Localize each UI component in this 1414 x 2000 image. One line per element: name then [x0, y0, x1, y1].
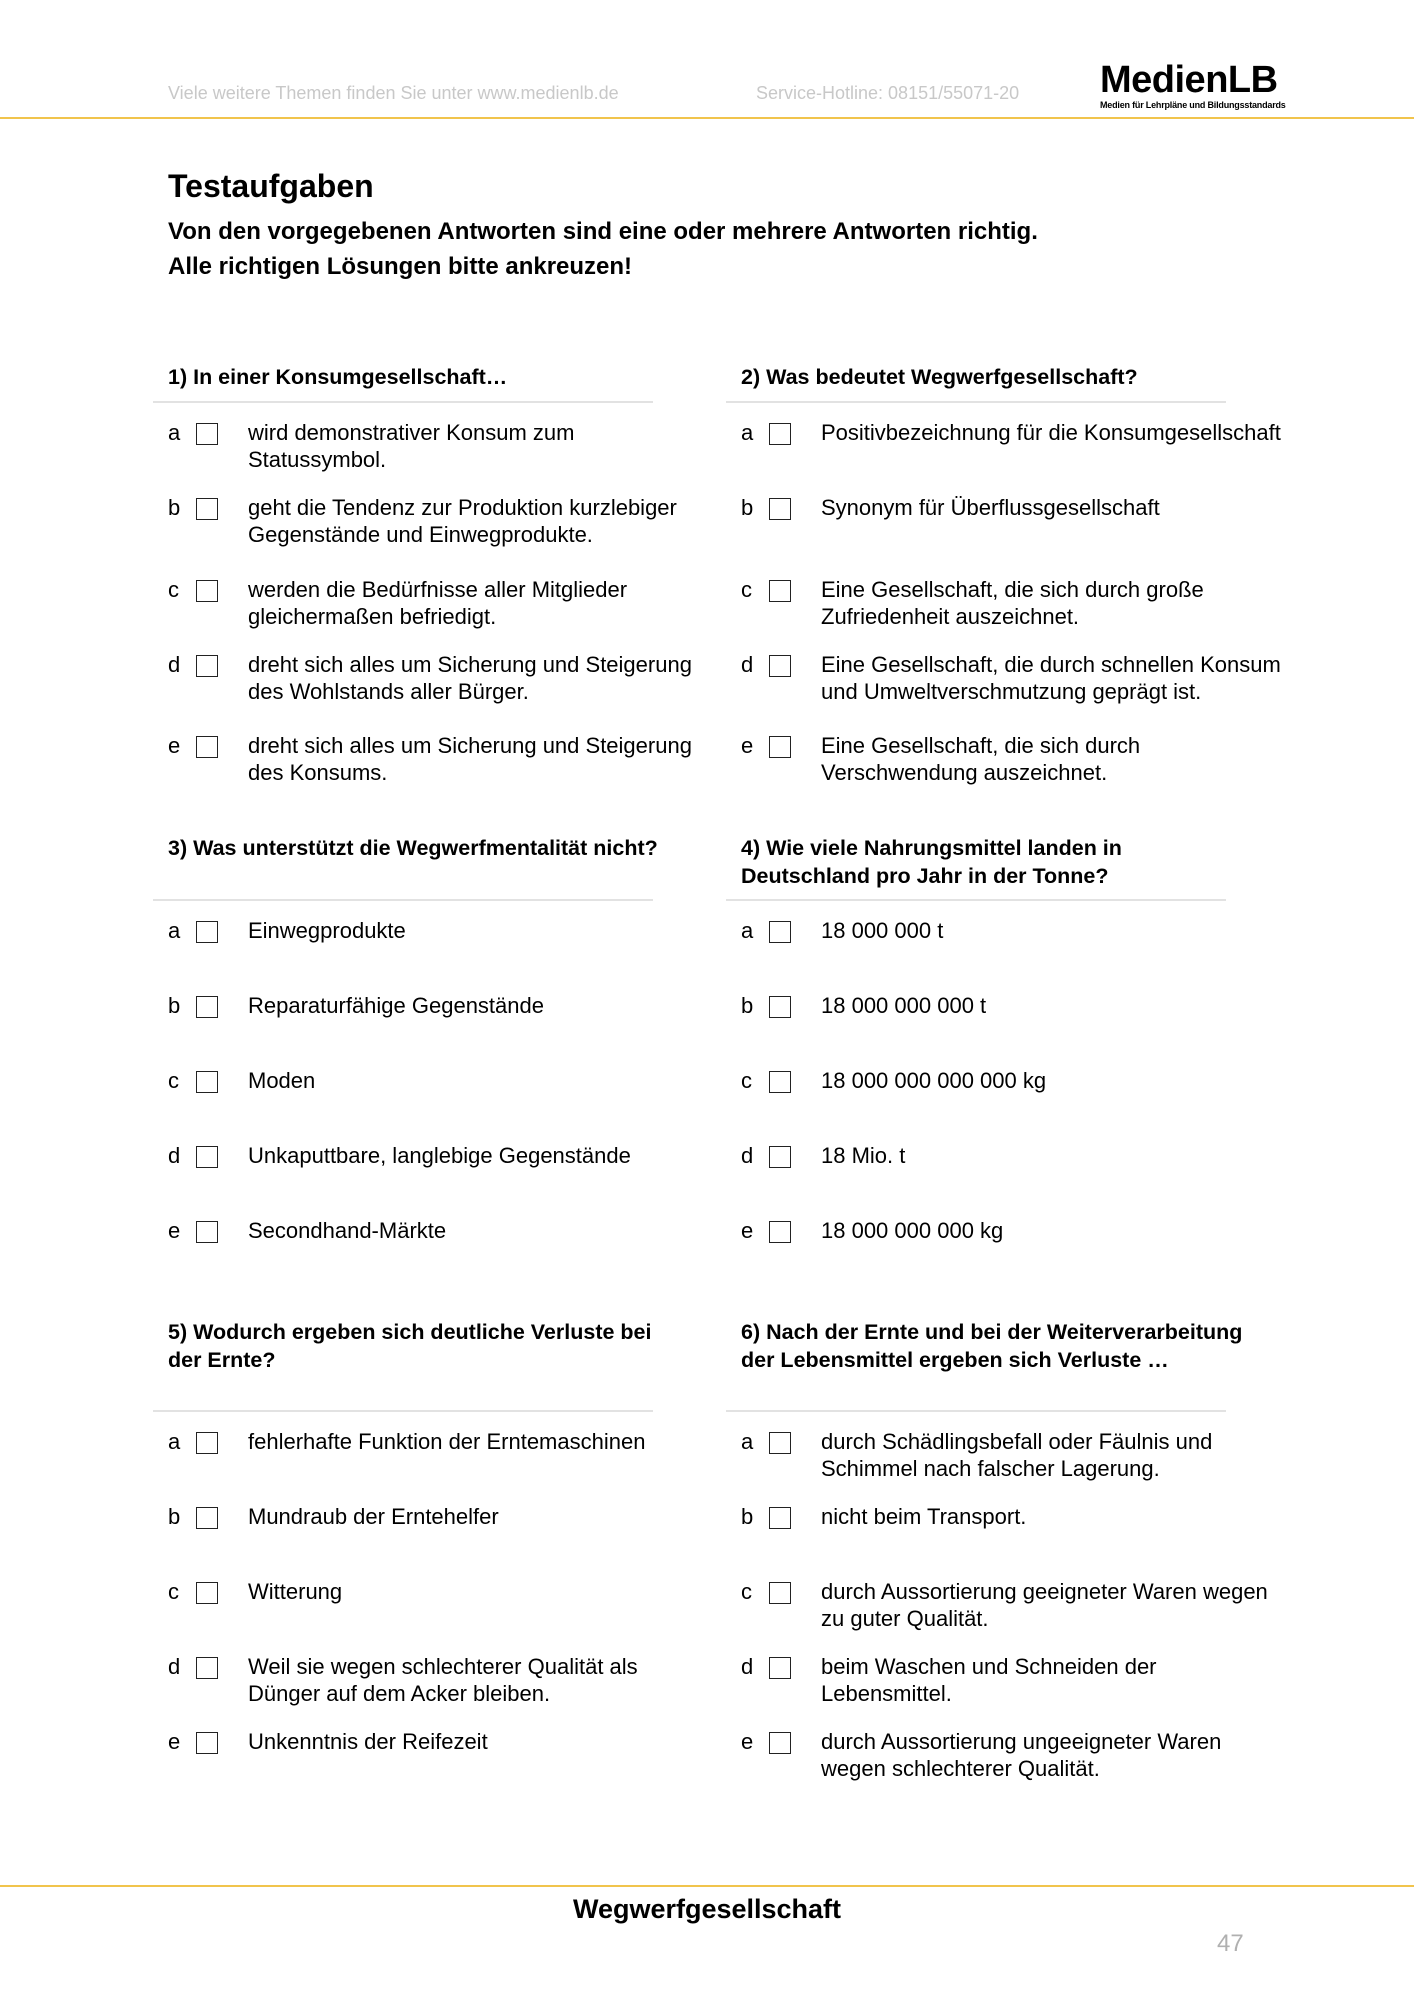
- option-text: Witterung: [248, 1579, 343, 1604]
- option-text: fehlerhafte Funktion der Erntemaschinen: [248, 1429, 646, 1454]
- answer-checkbox[interactable]: [769, 423, 791, 445]
- answer-checkbox[interactable]: [769, 921, 791, 943]
- answer-option-d: [741, 651, 1301, 711]
- answer-checkbox[interactable]: [196, 1657, 218, 1679]
- answer-checkbox[interactable]: [769, 580, 791, 602]
- option-letter: c: [168, 1579, 179, 1604]
- option-letter: e: [168, 733, 181, 758]
- page-title: Testaufgaben: [168, 168, 374, 204]
- answer-checkbox[interactable]: [769, 1507, 791, 1529]
- option-text: durch Aussortierung ungeeigneter Waren wegen schlechterer Qualität.: [821, 1729, 1222, 1781]
- option-letter: e: [168, 1729, 181, 1754]
- answer-option-e: [741, 1217, 1301, 1277]
- answer-option-e: [168, 1217, 728, 1277]
- option-text: wird demonstrativer Konsum zum Statussymbol.: [248, 420, 575, 472]
- header-divider: [0, 117, 1414, 119]
- option-letter: e: [741, 1729, 754, 1754]
- answer-checkbox[interactable]: [196, 1146, 218, 1168]
- option-letter: c: [741, 1579, 752, 1604]
- logo-tagline: Medien für Lehrpläne und Bildungsstandards: [1100, 100, 1286, 110]
- hotline-text: Service-Hotline: 08151/55071-20: [756, 83, 1020, 103]
- option-text: 18 000 000 000 000 kg: [821, 1068, 1047, 1093]
- answer-checkbox[interactable]: [769, 1657, 791, 1679]
- answer-checkbox[interactable]: [196, 1071, 218, 1093]
- answer-option-b: [168, 494, 728, 554]
- answer-option-c: [741, 1578, 1301, 1638]
- option-letter: a: [168, 420, 181, 445]
- answer-option-c: [741, 1067, 1301, 1127]
- answer-option-b: [741, 1503, 1301, 1563]
- answer-option-b: [741, 494, 1301, 554]
- answer-option-c: [168, 576, 728, 636]
- question-divider: [153, 899, 653, 901]
- answer-checkbox[interactable]: [196, 580, 218, 602]
- answer-option-a: [168, 1428, 728, 1488]
- answer-checkbox[interactable]: [196, 1432, 218, 1454]
- option-text: Moden: [248, 1068, 316, 1093]
- option-text: Reparaturfähige Gegenstände: [248, 993, 544, 1018]
- answer-option-a: [168, 917, 728, 977]
- option-text: 18 000 000 t: [821, 918, 944, 943]
- answer-option-d: [741, 1142, 1301, 1202]
- question-divider: [726, 1410, 1226, 1412]
- answer-checkbox[interactable]: [196, 1507, 218, 1529]
- answer-checkbox[interactable]: [769, 1146, 791, 1168]
- option-letter: e: [741, 1218, 754, 1243]
- answer-option-a: [168, 419, 728, 479]
- answer-checkbox[interactable]: [769, 1071, 791, 1093]
- page-header: [0, 0, 1414, 120]
- answer-checkbox[interactable]: [769, 1582, 791, 1604]
- footer-topic: Wegwerfgesellschaft: [572, 1894, 842, 1924]
- instruction-line: Von den vorgegebenen Antworten sind eine oder mehrere Antworten richtig.: [168, 218, 1038, 245]
- website-text: Viele weitere Themen finden Sie unter www.medienlb.de: [168, 83, 619, 103]
- option-text: 18 000 000 000 t: [821, 993, 987, 1018]
- answer-option-c: [168, 1067, 728, 1127]
- answer-option-b: [168, 1503, 728, 1563]
- question-title: 6) Nach der Ernte und bei der Weiterverarbeitung der Lebensmittel ergeben sich Verluste …: [741, 1320, 1243, 1372]
- option-text: Mundraub der Erntehelfer: [248, 1504, 499, 1529]
- option-letter: d: [741, 1654, 754, 1679]
- option-letter: b: [741, 495, 754, 520]
- option-text: Unkenntnis der Reifezeit: [248, 1729, 488, 1754]
- option-letter: c: [741, 1068, 752, 1093]
- answer-option-c: [168, 1578, 728, 1638]
- option-letter: e: [741, 733, 754, 758]
- footer-divider: [0, 1885, 1414, 1887]
- instructions: [168, 214, 1038, 284]
- answer-checkbox[interactable]: [196, 655, 218, 677]
- option-letter: b: [741, 993, 754, 1018]
- option-text: Unkaputtbare, langlebige Gegenstände: [248, 1143, 631, 1168]
- option-text: geht die Tendenz zur Produktion kurzlebiger Gegenstände und Einwegprodukte.: [248, 495, 677, 547]
- option-text: 18 Mio. t: [821, 1143, 906, 1168]
- option-text: dreht sich alles um Sicherung und Steigerung des Wohlstands aller Bürger.: [248, 652, 692, 704]
- option-letter: b: [168, 993, 181, 1018]
- option-text: Eine Gesellschaft, die sich durch große Zufriedenheit auszeichnet.: [821, 577, 1204, 629]
- option-letter: d: [168, 1143, 181, 1168]
- answer-checkbox[interactable]: [196, 996, 218, 1018]
- option-letter: d: [741, 1143, 754, 1168]
- option-letter: a: [741, 1429, 754, 1454]
- answer-option-b: [741, 992, 1301, 1052]
- logo-wordmark: MedienLB: [1100, 59, 1278, 101]
- option-text: Weil sie wegen schlechterer Qualität als Dünger auf dem Acker bleiben.: [248, 1654, 638, 1706]
- answer-option-a: [741, 1428, 1301, 1488]
- answer-option-d: [168, 1653, 728, 1713]
- question-title: 2) Was bedeutet Wegwerfgesellschaft?: [741, 365, 1138, 389]
- option-letter: d: [168, 652, 181, 677]
- answer-checkbox[interactable]: [769, 498, 791, 520]
- question-title: 1) In einer Konsumgesellschaft…: [168, 365, 508, 389]
- answer-checkbox[interactable]: [196, 1732, 218, 1754]
- answer-option-d: [168, 651, 728, 711]
- answer-checkbox[interactable]: [196, 1221, 218, 1243]
- question-divider: [726, 401, 1226, 403]
- option-letter: b: [168, 1504, 181, 1529]
- option-text: durch Schädlingsbefall oder Fäulnis und Schimmel nach falscher Lagerung.: [821, 1429, 1213, 1481]
- answer-option-e: [168, 1728, 728, 1788]
- answer-checkbox[interactable]: [769, 1432, 791, 1454]
- question-title: 4) Wie viele Nahrungsmittel landen in Deutschland pro Jahr in der Tonne?: [741, 836, 1122, 888]
- option-text: Eine Gesellschaft, die durch schnellen Konsum und Umweltverschmutzung geprägt ist.: [821, 652, 1281, 704]
- option-letter: c: [168, 577, 179, 602]
- option-letter: e: [168, 1218, 181, 1243]
- question-title: 3) Was unterstützt die Wegwerfmentalität nicht?: [168, 836, 658, 860]
- question-divider: [153, 401, 653, 403]
- answer-option-d: [741, 1653, 1301, 1713]
- option-letter: b: [741, 1504, 754, 1529]
- option-text: 18 000 000 000 kg: [821, 1218, 1004, 1243]
- answer-checkbox[interactable]: [196, 1582, 218, 1604]
- medienlb-logo: [1100, 60, 1292, 110]
- option-text: dreht sich alles um Sicherung und Steigerung des Konsums.: [248, 733, 692, 785]
- answer-checkbox[interactable]: [769, 736, 791, 758]
- page-number: 47: [1217, 1930, 1244, 1957]
- question-divider: [726, 899, 1226, 901]
- answer-checkbox[interactable]: [769, 655, 791, 677]
- answer-option-d: [168, 1142, 728, 1202]
- answer-checkbox[interactable]: [769, 996, 791, 1018]
- option-text: beim Waschen und Schneiden der Lebensmittel.: [821, 1654, 1157, 1706]
- option-text: Eine Gesellschaft, die sich durch Verschwendung auszeichnet.: [821, 733, 1141, 785]
- option-letter: a: [741, 918, 754, 943]
- answer-option-a: [741, 917, 1301, 977]
- instruction-line: Alle richtigen Lösungen bitte ankreuzen!: [168, 253, 633, 280]
- answer-checkbox[interactable]: [769, 1221, 791, 1243]
- option-text: Synonym für Überflussgesellschaft: [821, 495, 1160, 520]
- answer-option-c: [741, 576, 1301, 636]
- option-letter: a: [168, 1429, 181, 1454]
- question-divider: [153, 1410, 653, 1412]
- answer-checkbox[interactable]: [769, 1732, 791, 1754]
- option-letter: c: [168, 1068, 179, 1093]
- option-text: Einwegprodukte: [248, 918, 406, 943]
- question-title: 5) Wodurch ergeben sich deutliche Verluste bei der Ernte?: [168, 1320, 652, 1372]
- option-text: werden die Bedürfnisse aller Mitglieder gleichermaßen befriedigt.: [248, 577, 628, 629]
- option-letter: b: [168, 495, 181, 520]
- answer-option-b: [168, 992, 728, 1052]
- option-text: durch Aussortierung geeigneter Waren wegen zu guter Qualität.: [821, 1579, 1268, 1631]
- answer-option-e: [168, 732, 728, 792]
- option-letter: c: [741, 577, 752, 602]
- option-text: Secondhand-Märkte: [248, 1218, 447, 1243]
- option-letter: d: [741, 652, 754, 677]
- answer-checkbox[interactable]: [196, 498, 218, 520]
- answer-checkbox[interactable]: [196, 423, 218, 445]
- option-letter: a: [741, 420, 754, 445]
- answer-option-a: [741, 419, 1301, 479]
- option-text: nicht beim Transport.: [821, 1504, 1027, 1529]
- answer-option-e: [741, 1728, 1301, 1788]
- option-letter: d: [168, 1654, 181, 1679]
- option-letter: a: [168, 918, 181, 943]
- option-text: Positivbezeichnung für die Konsumgesellschaft: [821, 420, 1281, 445]
- answer-checkbox[interactable]: [196, 921, 218, 943]
- answer-option-e: [741, 732, 1301, 792]
- answer-checkbox[interactable]: [196, 736, 218, 758]
